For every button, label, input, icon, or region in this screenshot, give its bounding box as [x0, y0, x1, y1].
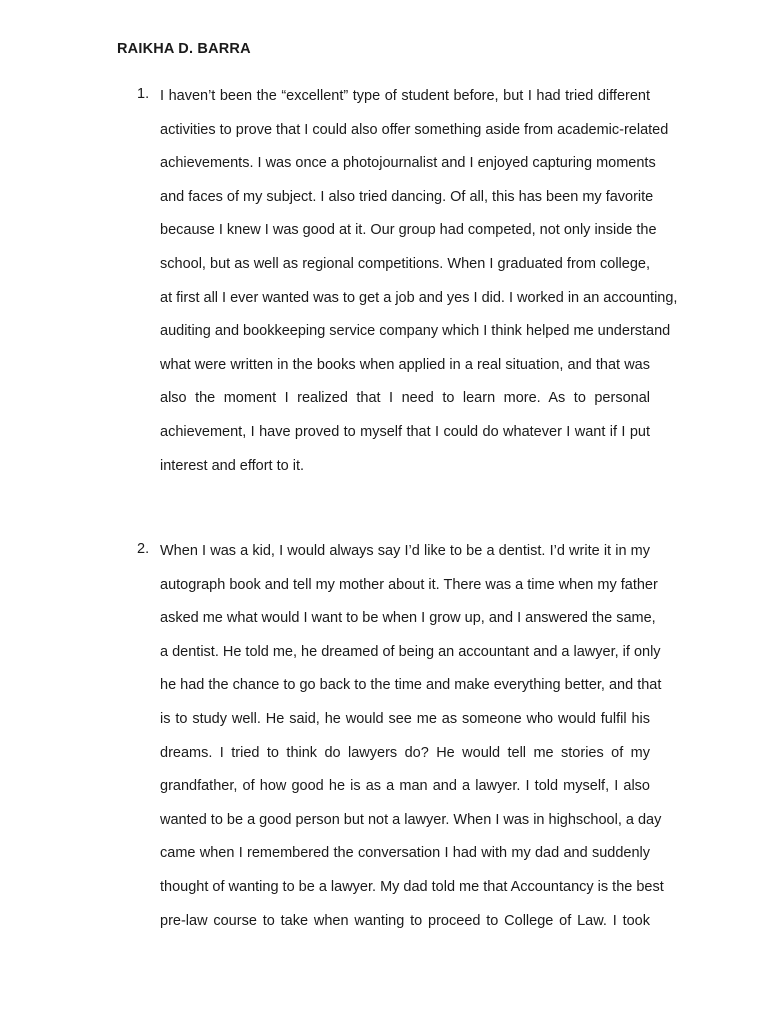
paragraph-line: activities to prove that I could also offer something aside from academic-related	[160, 121, 669, 138]
paragraph-line: achievement, I have proved to myself that I could do whatever I want if I put	[160, 424, 650, 440]
item-number: 1.	[137, 86, 150, 102]
paragraph-line: I haven’t been the “excellent” type of student before, but I had tried different	[160, 88, 650, 104]
paragraph-line: When I was a kid, I would always say I’d like to be a dentist. I’d write it in my	[160, 543, 650, 559]
paragraph-line: also the moment I realized that I need to learn more. As to personal	[160, 390, 650, 407]
author-name: RAIKHA D. BARRA	[117, 41, 251, 57]
paragraph-line: dreams. I tried to think do lawyers do? He would tell me stories of my	[160, 744, 650, 761]
paragraph-line: came when I remembered the conversation I had with my dad and suddenly	[160, 845, 650, 862]
item-number: 2.	[137, 541, 150, 557]
paragraph-line: is to study well. He said, he would see me as someone who would fulfil his	[160, 711, 650, 727]
paragraph-line: autograph book and tell my mother about it. There was a time when my father	[160, 576, 658, 593]
paragraph-line: school, but as well as regional competitions. When I graduated from college,	[160, 256, 650, 272]
paragraph-line: because I knew I was good at it. Our group had competed, not only inside the	[160, 222, 657, 239]
paragraph-line: pre-law course to take when wanting to proceed to College of Law. I took	[160, 912, 650, 929]
paragraph-line: interest and effort to it.	[160, 457, 305, 474]
paragraph-line: he had the chance to go back to the time and make everything better, and that	[160, 677, 662, 694]
paragraph-line: what were written in the books when applied in a real situation, and that was	[160, 356, 650, 373]
paragraph-line: asked me what would I want to be when I grow up, and I answered the same,	[160, 610, 656, 627]
paragraph-line: at first all I ever wanted was to get a job and yes I did. I worked in an accounting,	[160, 289, 678, 306]
paragraph-line: and faces of my subject. I also tried dancing. Of all, this has been my favorite	[160, 188, 654, 205]
paragraph-line: thought of wanting to be a lawyer. My dad told me that Accountancy is the best	[160, 879, 664, 895]
paragraph-line: wanted to be a good person but not a lawyer. When I was in highschool, a day	[160, 811, 662, 828]
paragraph-line: auditing and bookkeeping service company which I think helped me understand	[160, 323, 671, 340]
paragraph-line: a dentist. He told me, he dreamed of being an accountant and a lawyer, if only	[160, 643, 661, 660]
paragraph-line: achievements. I was once a photojournalist and I enjoyed capturing moments	[160, 155, 656, 172]
paragraph-line: grandfather, of how good he is as a man and a lawyer. I told myself, I also	[160, 778, 650, 795]
